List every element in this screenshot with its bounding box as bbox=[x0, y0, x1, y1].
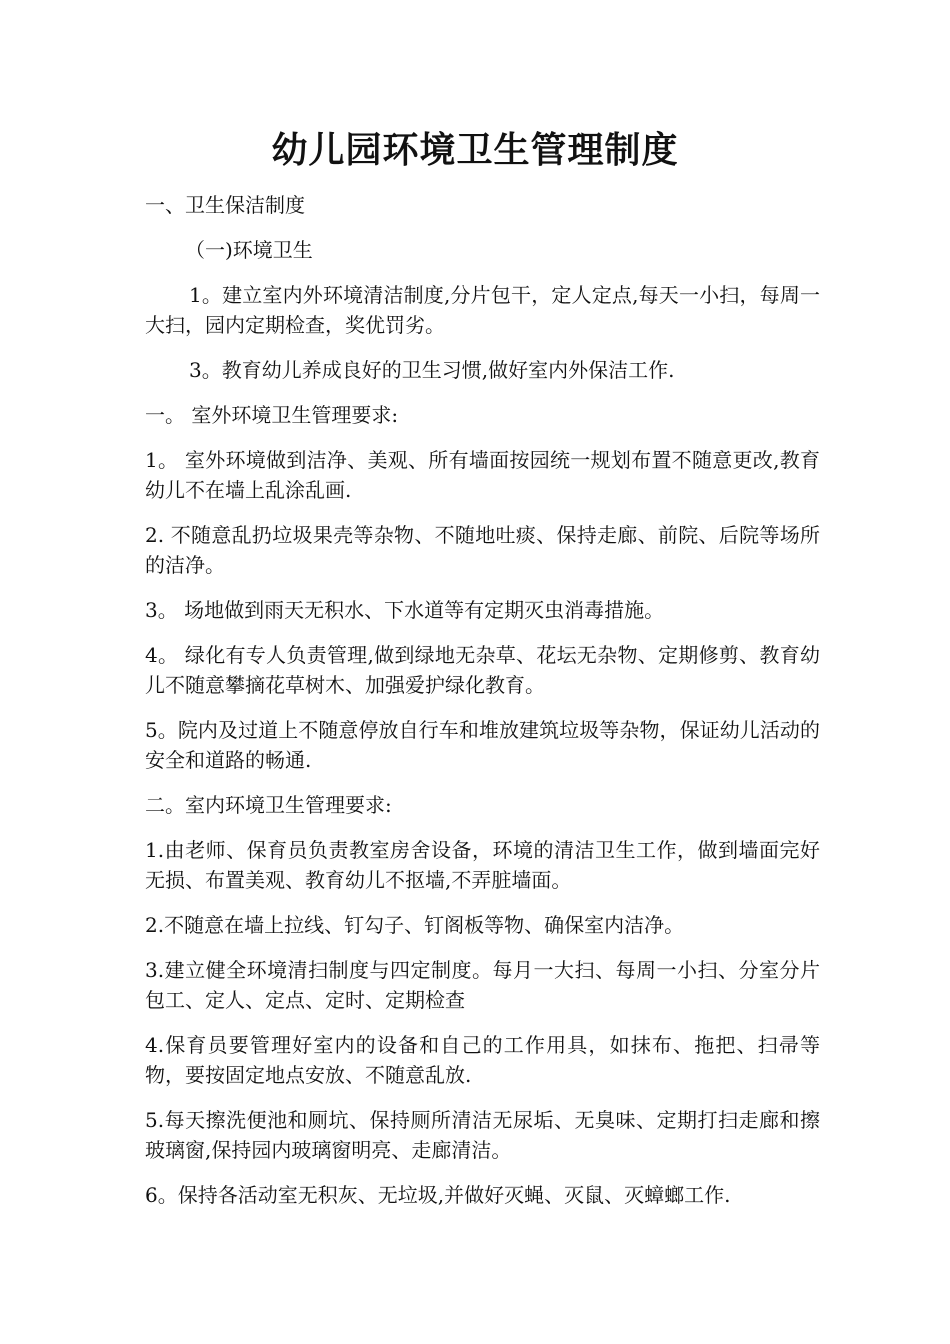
list-item: 2.不随意在墙上拉线、钉勾子、钉阁板等物、确保室内洁净。 bbox=[145, 913, 685, 937]
list-item: 1。 室外环境做到洁净、美观、所有墙面按园统一规划布置不随意更改,教育幼儿不在墙上乱涂乱画. bbox=[145, 448, 820, 502]
document-title: 幼儿园环境卫生管理制度 bbox=[271, 129, 679, 171]
list-item: 5。院内及过道上不随意停放自行车和堆放建筑垃圾等杂物，保证幼儿活动的安全和道路的畅通. bbox=[145, 718, 820, 772]
list-item: 4。 绿化有专人负责管理,做到绿地无杂草、花坛无杂物、定期修剪、教育幼儿不随意攀摘花草树木、加强爱护绿化教育。 bbox=[145, 643, 820, 697]
section-heading: 一。 室外环境卫生管理要求: bbox=[145, 403, 399, 427]
section-heading: 二。室内环境卫生管理要求: bbox=[145, 793, 392, 817]
list-item: 5.每天擦洗便池和厕坑、保持厕所清洁无尿垢、无臭味、定期打扫走廊和擦玻璃窗,保持园内玻璃窗明亮、走廊清洁。 bbox=[145, 1108, 820, 1162]
section-heading: 一、卫生保洁制度 bbox=[145, 193, 305, 217]
paragraph: 1。建立室内外环境清洁制度,分片包干，定人定点,每天一小扫，每周一大扫，园内定期检查，奖优罚劣。 bbox=[145, 283, 820, 337]
list-item: 3。 场地做到雨天无积水、下水道等有定期灭虫消毒措施。 bbox=[145, 598, 665, 622]
list-item: 1.由老师、保育员负责教室房舍设备，环境的清洁卫生工作，做到墙面完好无损、布置美观、教育幼儿不抠墙,不弄脏墙面。 bbox=[145, 838, 820, 892]
list-item: 6。保持各活动室无积灰、无垃圾,并做好灭蝇、灭鼠、灭蟑螂工作. bbox=[145, 1183, 731, 1207]
list-item: 2. 不随意乱扔垃圾果壳等杂物、不随地吐痰、保持走廊、前院、后院等场所的洁净。 bbox=[145, 523, 820, 577]
list-item: 3.建立健全环境清扫制度与四定制度。每月一大扫、每周一小扫、分室分片包工、定人、定点、定时、定期检查 bbox=[145, 958, 820, 1012]
document-body bbox=[145, 190, 820, 1225]
subsection-heading: （一)环境卫生 bbox=[185, 238, 313, 262]
paragraph: 3。教育幼儿养成良好的卫生习惯,做好室内外保洁工作. bbox=[189, 358, 675, 382]
list-item: 4.保育员要管理好室内的设备和自己的工作用具，如抹布、拖把、扫帚等物，要按固定地点安放、不随意乱放. bbox=[145, 1033, 820, 1087]
